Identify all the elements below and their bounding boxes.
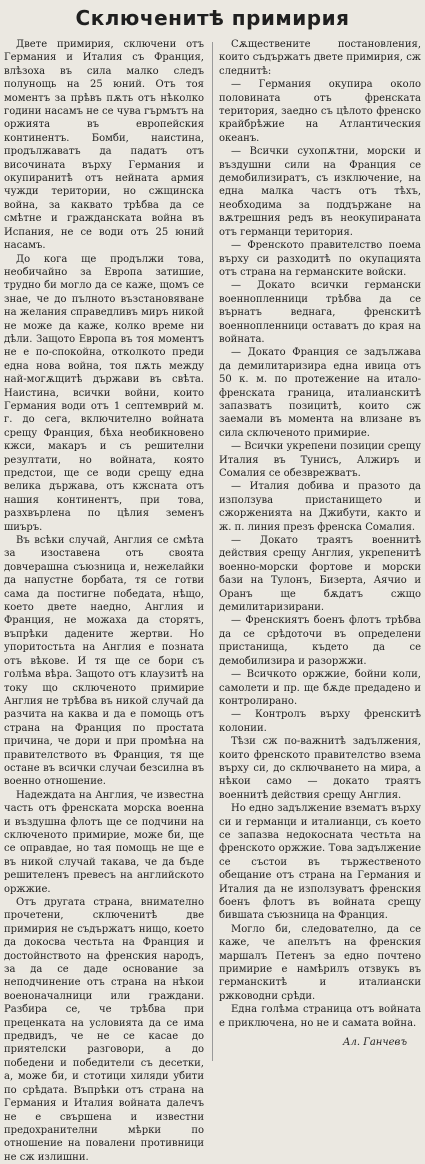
paragraph: — Всичкото оржжие, бойни коли, самолети и пр. ще бѫде предадено и контролирано. bbox=[219, 669, 421, 707]
author-signature: Ал. Ганчевъ bbox=[342, 1037, 407, 1049]
paragraph: Една голѣма страница отъ войната е приключена, но не и самата война. bbox=[219, 1004, 421, 1029]
paragraph: Тѣзи сж по-важнитѣ задължения, които френското правителство взема върху си, до сключването на мира, а нѣкои само — докато траятъ военнитѣ действия срещу Англия. bbox=[219, 736, 421, 801]
paragraph: Отъ другата страна, внимателно прочетени, сключенитѣ две примирия не съдържатъ нищо, което да докосва честьта на Франция и достойнството на френския народъ, за да се даде основание за неподчинение отъ страна на нѣкои военоначалници или граждани. Разбира се, че трѣбва при преценката на условията да се има предвидъ, че не се касае до приятелски разговори, а до победени и победители съ десетки, а, може би, и стотици хиляди убити по срѣдата. Въпрѣки отъ страна на Германия и Италия войната далечъ не е свършена и известни предохранителни мѣрки по отношение на повалени противници не сж излишни. bbox=[4, 897, 204, 1163]
paragraph: — Френското правителство поема върху си разходитѣ по окупацията отъ страна на германските войски. bbox=[219, 240, 421, 278]
paragraph: Надеждата на Англия, че известна часть отъ френската морска военна и въздушна флотъ ще се подчини на сключеното примирие, може би, ще се оправдае, но тая помощь не ще е въ никой случай такава, че да бъде решителенъ превесъ на английското оржжие. bbox=[4, 789, 204, 895]
paragraph: — Италия добива и празото да използува пристанището и сжорженията на Джибути, както и ж. п. линия презъ френска Сомалия. bbox=[219, 481, 421, 533]
paragraph: — Всички укрепени позиции срещу Италия въ Тунисъ, Алжиръ и Сомалия се обезврежватъ. bbox=[219, 441, 421, 479]
paragraph: До кога ще продължи това, необичайно за Европа затишие, трудно би могло да се каже, щомъ се знае, че до пълното възстановяване на желания справедливъ миръ никой не може да каже, колко време ни дѣли. Защото Европа въ тоя моментъ не е по-спокойна, отколкото преди една нова война, тоя пѫть между най-могѫщитѣ държави въ свѣта. Наистина, всички войни, които Германия води отъ 1 септемврий м. г. до сега, включително войната срещу Франция, бѣха необикновено кжси, макаръ и съ решителни резултати, но войната, която предстои, ще се води срещу една велика държава, отъ кжсната отъ нашия континентъ, при това, разхвърлена по цѣлия земенъ шиъръ. bbox=[4, 253, 204, 533]
paragraph: Въ всѣки случай, Англия се смѣта за изоставена отъ своята довчерашна съюзница и, нежелайки да напустне борбата, тя се готви сама да постигне победата, нѣщо, което двете наедно, Англия и Франция, не можаха да сторятъ, въпрѣки дадените жертви. Но упоритостьта на Англия е позната отъ вѣкове. И тя ще се бори съ голѣма вѣра. Защото отъ клаузитѣ на току що сключеното примирие Англия не трѣбва въ никой случай да разчита на каква и да е помощь отъ страна на Франция по простата причина, че дори и при промѣна на правителството въ Франция, тя ще остане въ всички случаи безсилна въ военно отношение. bbox=[4, 535, 204, 788]
paragraph: Но едно задължение взематъ върху си и германци и италианци, съ което се запазва недокосната честьта на френското оржжие. Това задължение се състои въ тържественото обещание отъ страна на Германия и Италия да не използуватъ френския боенъ флотъ въ войната срещу бившата съюзница на Франция. bbox=[219, 803, 421, 922]
paragraph: Двете примирия, сключени отъ Германия и Италия съ Франция, влѣзоха въ сила малко следъ полунощь на 25 юний. Отъ тоя моментъ за прѣвъ пѫть отъ нѣколко години насамъ не се чува гърмътъ на оржията въ европейския континентъ. Бомби, наистина, продължаватъ да падатъ отъ височината върху Германия и окупиранитѣ отъ нейната армия чужди територии, но сжщинска война, за каквато трѣбва да се смѣтне и гражданската война въ Испания, не се води отъ 25 юний насамъ. bbox=[4, 39, 204, 252]
paragraph: — Френскиятъ боенъ флотъ трѣбва да се срѣдоточи въ определени пристанища, където да се демобилизира и разоржжи. bbox=[219, 615, 421, 667]
paragraph: — Германия окупира около половината отъ френската територия, заедно съ цѣлото френско крайбрѣжие на Атлантическия океанъ. bbox=[219, 79, 421, 144]
paragraph: — Докато Франция се задължава да демилитаризира една ивица отъ 50 к. м. по протежение на итало-френската граница, италианскитѣ запазватъ позицитѣ, които сж заемали въ момента на влизане въ сила сключеното примирие. bbox=[219, 347, 421, 439]
column-divider bbox=[212, 42, 213, 1061]
paragraph: Могло би, следователно, да се каже, че апелътъ на френския маршалъ Петенъ за едно почтено примирие е намѣрилъ отзвукъ въ германскитѣ и италиански ржководни срѣди. bbox=[219, 923, 421, 1002]
paragraph: — Контролъ върху френскитѣ колонии. bbox=[219, 709, 421, 734]
paragraph: — Докато траятъ военнитѣ действия срещу Англия, укрепенитѣ военно-морски фортове и морски бази на Тулонъ, Бизерта, Аячио и Оранъ ще бѫдатъ сжщо демилитаризирани. bbox=[219, 535, 421, 614]
right-column bbox=[219, 38, 421, 1049]
left-column bbox=[4, 38, 204, 1164]
paragraph: Сѫществените постановления, които съдържатъ двете примирия, сж следнитѣ: bbox=[219, 39, 421, 77]
paragraph: — Докато всички германски военнопленници трѣбва да се върнатъ веднага, френскитѣ военнопленници оставатъ до края на войната. bbox=[219, 280, 421, 345]
paragraph: — Всички сухопѫтни, морски и въздушни сили на Франция се демобилизиратъ, съ изключение, на една малка частъ отъ тѣхъ, необходима за поддържане на вѫтрешния редъ въ неокупираната отъ германци територия. bbox=[219, 146, 421, 238]
article-title: Сключенитѣ примирия bbox=[75, 6, 350, 30]
